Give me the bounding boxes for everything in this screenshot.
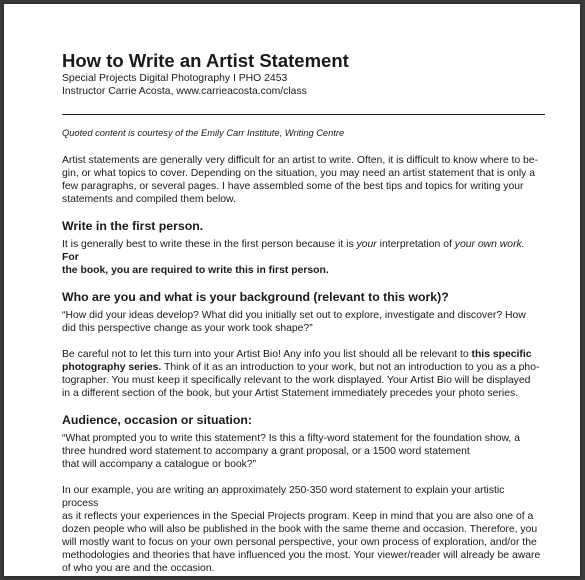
audience-paragraph xyxy=(62,484,542,575)
intro-line: Artist statements are generally very difficult for an artist to write. Often, it is difficult to know where to be- xyxy=(62,155,539,166)
emphasis-text: your xyxy=(356,239,377,250)
instructor-line: Instructor Carrie Acosta, www.carrieacosta.com/class xyxy=(62,86,307,97)
intro-line: statements and compiled them below. xyxy=(62,194,236,205)
quote-line: did this perspective change as your work took shape?” xyxy=(62,323,313,334)
document-page xyxy=(4,4,580,576)
paragraph-line: tographer. You must keep it specifically relevant to the work displayed. Your Artist Bio will be displayed xyxy=(62,375,531,386)
section-heading-background: Who are you and what is your background (relevant to this work)? xyxy=(62,290,449,304)
courtesy-note: Quoted content is courtesy of the Emily Carr Institute, Writing Centre xyxy=(62,128,345,138)
document-content xyxy=(62,50,542,575)
quote-line: “How did your ideas develop? What did you initially set out to explore, investigate and discover? How xyxy=(62,310,526,321)
paragraph-line: methodologies and theories that have influenced you the most. Your viewer/reader will already be aware xyxy=(62,550,541,561)
background-quote xyxy=(62,309,542,335)
quote-line: three hundred word statement to accompany a grant proposal, or a 1500 word statement xyxy=(62,446,470,457)
paragraph-line xyxy=(62,361,542,374)
text-run: Be careful not to let this turn into your Artist Bio! Any info you list should all be relevant to xyxy=(62,349,472,360)
section-heading-audience: Audience, occasion or situation: xyxy=(62,413,252,427)
emphasis-text: your own work. xyxy=(454,239,525,250)
first-person-paragraph xyxy=(62,238,542,277)
paragraph-line: In our example, you are writing an approximately 250-350 word statement to explain your artistic process xyxy=(62,485,505,509)
text-run: interpretation of xyxy=(376,239,455,250)
paragraph-line: of who you are and the occasion. xyxy=(62,563,215,574)
paragraph-line xyxy=(62,238,542,264)
course-line: Special Projects Digital Photography I PHO 2453 xyxy=(62,73,288,84)
paragraph-line: as it reflects your experiences in the Special Projects program. Keep in mind that you are also one of a xyxy=(62,511,534,522)
bold-text: the book, you are required to write this in first person. xyxy=(62,265,329,276)
paragraph-line: dozen people who will also be published in the book with the same theme and occasion. Therefore, you xyxy=(62,524,538,535)
paragraph-line: in a different section of the book, but your Artist Statement immediately precedes your photo series. xyxy=(62,388,519,399)
quote-line: “What prompted you to write this statement? Is this a fifty-word statement for the foundation show, a xyxy=(62,433,520,444)
paragraph-line: will mostly want to focus on your own personal perspective, your own process of exploration, and/or the xyxy=(62,537,537,548)
header-divider xyxy=(62,114,545,115)
paragraph-line xyxy=(62,264,542,277)
audience-quote xyxy=(62,432,542,471)
text-run: It is generally best to write these in the first person because it is xyxy=(62,239,357,250)
bold-text: photography series. xyxy=(62,362,162,373)
document-title: How to Write an Artist Statement xyxy=(62,50,349,71)
bold-text: For xyxy=(62,252,79,263)
bold-text: this specific xyxy=(471,349,532,360)
paragraph-line xyxy=(62,348,542,361)
background-paragraph xyxy=(62,348,542,400)
intro-line: few paragraphs, or several pages. I have assembled some of the best tips and topics for writing your xyxy=(62,181,524,192)
intro-line: gin, or what topics to cover. Depending on the situation, you may need an artist statement that is only a xyxy=(62,168,536,179)
intro-paragraph xyxy=(62,154,542,206)
quote-line: that will accompany a catalogue or book?” xyxy=(62,459,257,470)
section-heading-first-person: Write in the first person. xyxy=(62,219,204,233)
text-run: Think of it as an introduction to your work, but not an introduction to you as a pho- xyxy=(161,362,540,373)
